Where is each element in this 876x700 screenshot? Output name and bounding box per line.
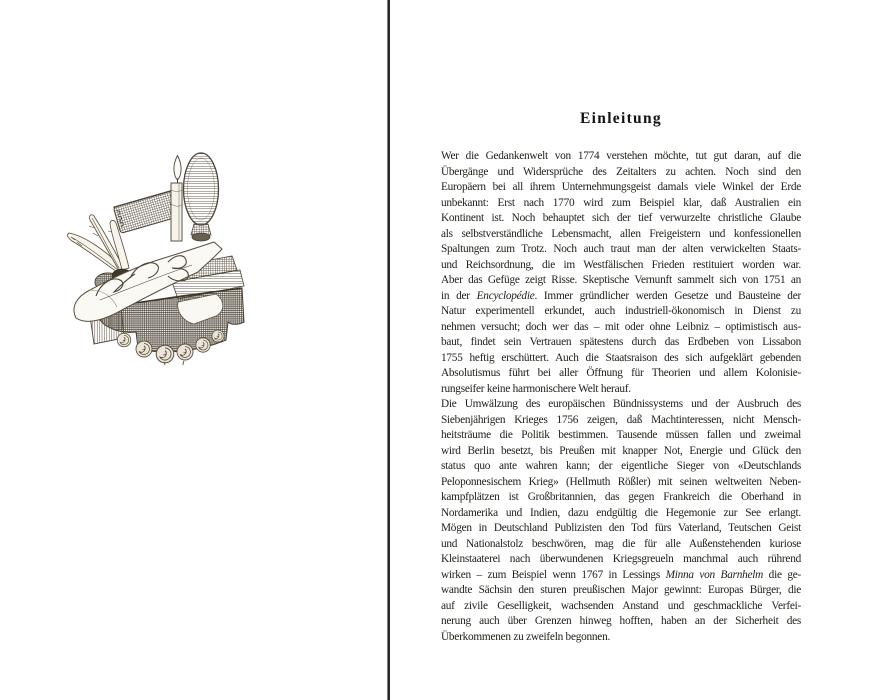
text-line: Nordamerika und Indien, dazu endgültig die Hegemonie zur See erlangt. (441, 506, 801, 519)
chapter-heading: Einleitung (580, 110, 662, 127)
left-page (0, 0, 387, 700)
text-line: nerung auch über Grenzen hinweg hofften, haben an der Sicherheit des (441, 615, 801, 627)
text-line: heitsträume die Politik bestimmen. Tausende müssen fallen und zweimal (441, 429, 801, 441)
hand-mirror-icon (184, 153, 219, 241)
text-line: 1755 heftig erschüttert. Auch die Staatsraison des sich aufgeklärt gebenden (441, 351, 801, 364)
text-line: Überkommenen zu zweifeln begonnen. (441, 630, 611, 643)
italic-text: Encyclopédie (476, 289, 535, 302)
text-line: als selbstverständliche Lebensmacht, allen Freigeistern und konfessionellen (441, 227, 801, 240)
text-line: Die Umwälzung des europäischen Bündnissystems und der Ausbruch des (441, 398, 801, 410)
text-line: Peloponnesischem Krieg» (Hellmuth Rößler) mit seinen weltweiten Neben- (441, 475, 801, 488)
text-line: und Nationalstolz beschwören, mag die für alle Außenstehenden kuriose (441, 537, 801, 550)
text-line: Übergänge und Widersprüche des Zeitalters zu achten. Noch sind den (441, 165, 801, 178)
text-line: Absolutismus führt bei aller Öffnung für Theorien und allem Kolonisie- (441, 367, 801, 379)
text-line: in der Encyclopédie. Immer gründlicher werden Gesetze und Bausteine der (441, 289, 801, 302)
text-line: baut, findet sein Vertrauen spätestens durch das Erdbeben von Lissabon (441, 336, 801, 348)
right-page (390, 0, 876, 700)
desk-vignette-illustration (60, 150, 245, 365)
text-line: unbekannt: Erst nach 1770 wird zum Beispiel klar, daß Australien ein (441, 196, 801, 209)
text-line: rungseifer keine harmonischere Welt herauf. (441, 382, 631, 395)
text-line: Mögen in Deutschland Publizisten den Tod fürs Vaterland, Teutschen Geist (441, 522, 801, 534)
text-line: Siebenjährigen Krieges 1756 zeigen, daß Machtinteressen, nicht Mensch- (441, 413, 801, 426)
text-line: wirken – zum Beispiel wenn 1767 in Lessings Minna von Barnhelm die ge- (441, 568, 801, 581)
text-line: Kleinstaaterei nach überwundenen Kriegsgreueln manchmal auch rührend (441, 553, 801, 565)
text-line: auf zivile Geselligkeit, wachsenden Anstand und geschmackliche Verfei- (441, 599, 801, 612)
candle-icon (171, 156, 182, 242)
body-text (441, 149, 801, 645)
text-line: wandte Sächsin den sturen preußischen Major gewinnt: Europas Bürger, die (441, 584, 801, 596)
text-line: status quo ante wahren kann; der eigentliche Sieger von «Deutschlands (441, 460, 801, 472)
text-line: Europäern bei all ihrem Unternehmungsgeist damals viele Winkel der Erde (441, 181, 801, 193)
text-line: wird Berlin besetzt, bis Preußen mit knapper Not, Energie und Glück den (441, 444, 801, 457)
text-line: Natur experimentell erkundet, auch industriell-ökonomisch in Dienst zu (441, 305, 801, 317)
text-column (441, 110, 801, 645)
text-line: Kontinent ist. Noch behauptet sich der tief verwurzelte christliche Glaube (441, 212, 801, 224)
text-line: Wer die Gedankenwelt von 1774 verstehen möchte, tut gut daran, auf die (441, 150, 801, 162)
italic-text: Minna von Barnhelm (665, 568, 764, 581)
text-line: Aber das Gefüge zeigt Risse. Skeptische Vernunft sammelt sich von 1751 an (441, 274, 801, 286)
text-line: und Reichsordnung, die im Westfälischen Frieden restituiert worden war. (441, 258, 801, 271)
text-line: kampfplätzen ist Großbritannien, das gegen Frankreich die Oberhand in (441, 491, 801, 503)
text-line: nehmen versucht; doch wer das – mit oder ohne Leibniz – optimistisch aus- (441, 320, 801, 333)
text-line: Spaltungen zum Trotz. Noch auch traut man der alten verwickelten Staats- (441, 243, 801, 255)
closed-book-icon (113, 190, 180, 233)
